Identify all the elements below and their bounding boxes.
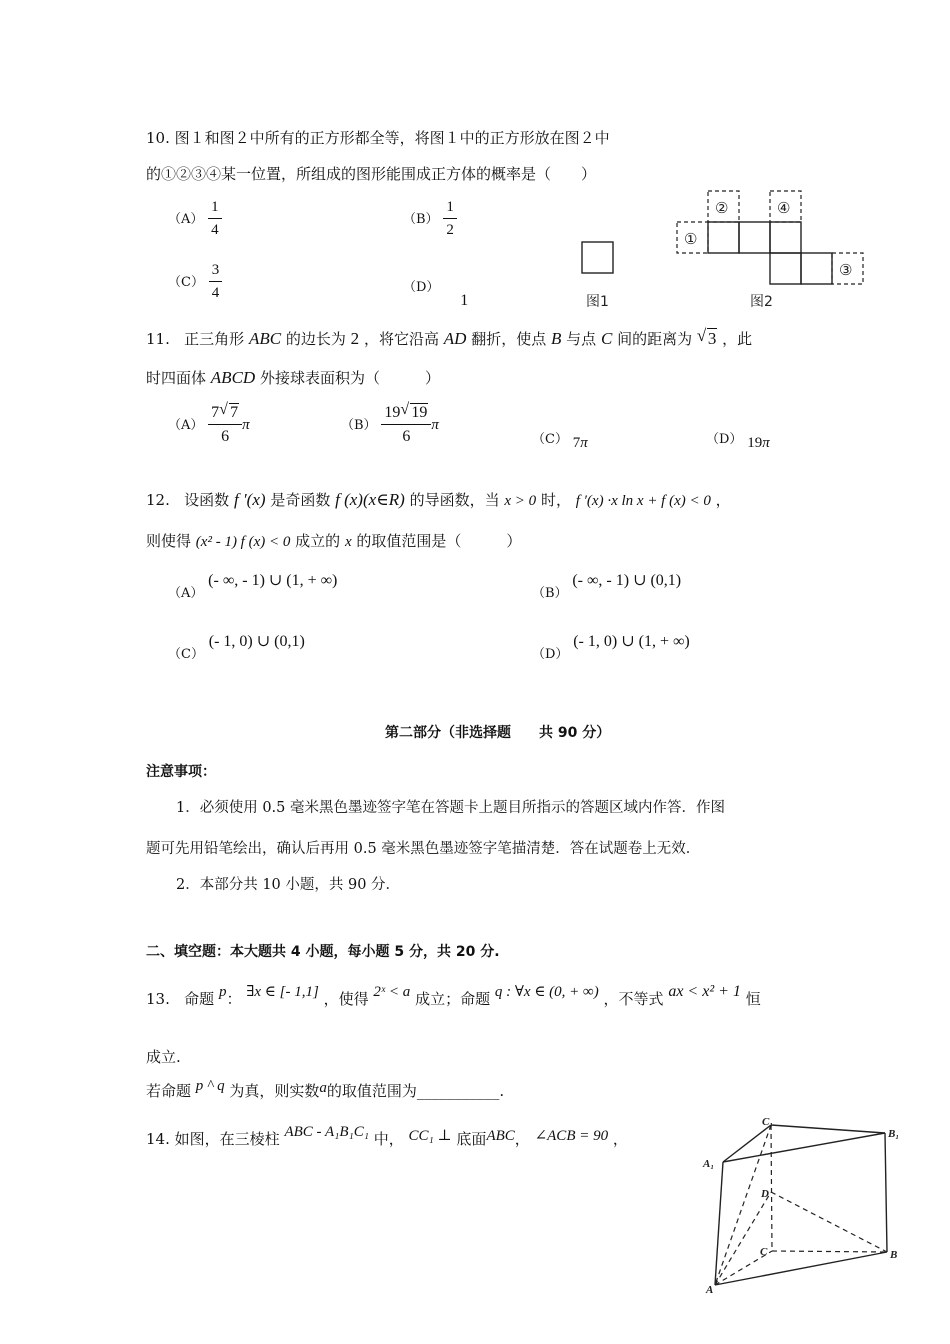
slot-1-label: ① [684, 230, 698, 248]
question-number: 11. [146, 330, 170, 348]
slot-2-label: ② [715, 199, 729, 217]
pi: π [242, 417, 250, 433]
math-abc: ABC [486, 1128, 515, 1144]
q11-option-a [168, 401, 250, 445]
option-label: （C） [532, 432, 568, 447]
text: 的边长为 [285, 330, 346, 348]
math-abcd: ABCD [210, 368, 256, 387]
q14-line1 [146, 1124, 628, 1149]
option-label: （B） [341, 418, 377, 433]
pi: π [762, 435, 770, 451]
q10-line2: 的①②③④某一位置，所组成的图形能围成正方体的概率是（ ） [146, 165, 597, 183]
notice-item-1a: 1．必须使用 0.5 毫米黑色墨迹签字笔在答题卡上题目所指示的答题区域内作答．作图 [176, 800, 726, 816]
text: 若命题 [146, 1082, 192, 1100]
text: 中， [373, 1130, 404, 1148]
text: 与点 [566, 330, 597, 348]
q12-option-a [168, 572, 338, 602]
text: 恒 [745, 990, 761, 1008]
fig1-square [582, 242, 613, 273]
math-p: p [218, 984, 227, 1000]
vertex-d: D [761, 1188, 769, 1200]
q10-option-a [168, 200, 222, 238]
option-value: (- ∞, - 1) ∪ (0,1) [572, 572, 682, 589]
math-ad: AD [443, 329, 467, 348]
math-two: 2 [350, 329, 360, 348]
option-label: （A） [168, 586, 204, 601]
q13-line2: 成立. [146, 1048, 181, 1066]
math-inequality-2: ax < x² + 1 [668, 983, 741, 1000]
math-b: B [550, 329, 562, 348]
option-value: 1 [460, 292, 469, 309]
fraction: 19 √ 19 6 [381, 405, 431, 445]
q11-option-d [706, 428, 770, 451]
option-label: （A） [168, 418, 204, 433]
q10-option-b [403, 200, 457, 238]
option-label: （B） [403, 212, 439, 227]
text: ， [715, 491, 731, 509]
slot-3-label: ③ [839, 261, 853, 279]
text: 为真，则实数 [229, 1082, 320, 1100]
math-exists: ∃x ∈ [- 1,1] [246, 984, 319, 1000]
part2-title: 第二部分（非选择题 共 90 分） [385, 725, 611, 741]
math-condition: x > 0 [504, 493, 537, 509]
text: 则使得 [146, 532, 192, 550]
text: ，将它沿高 [363, 330, 439, 348]
notice-item-2: 2．本部分共 10 小题，共 90 分． [176, 877, 401, 893]
vertex-a: A [706, 1284, 714, 1296]
q11-line1 [146, 328, 752, 349]
text: 翻折，使点 [471, 330, 547, 348]
math-inequality-1: 2ˣ < a [373, 984, 411, 1000]
text: 是奇函数 [270, 491, 331, 509]
q11-option-c [532, 428, 588, 451]
text: ， [514, 1130, 530, 1148]
pi: π [431, 417, 439, 433]
option-label: （C） [168, 647, 204, 662]
q10-line1: 10. 图１和图２中所有的正方形都全等，将图１中的正方形放在图２中 [146, 129, 610, 147]
text: ，此 [722, 330, 753, 348]
fig2-caption: 图2 [750, 294, 773, 310]
question-number: 14. [146, 1130, 170, 1148]
text: 外接球表面积为（ ） [259, 369, 440, 387]
math-angle: ∠ACB = 90 [534, 1128, 609, 1144]
math-c: C [600, 329, 613, 348]
q11-option-b [341, 401, 439, 445]
q12-line1 [146, 489, 731, 510]
q12-option-d [532, 633, 690, 663]
math-fprime: f ′(x) [233, 490, 266, 509]
fraction: $\frac{1}{2}$ [443, 200, 457, 238]
math-p-and-q: p ^ q [195, 1078, 225, 1094]
fraction: $\frac{3}{4}$ [209, 263, 223, 301]
math-expression: (x² - 1) f (x) < 0 [195, 534, 291, 550]
q11-line2 [146, 367, 440, 388]
option-value: (- 1, 0) ∪ (0,1) [208, 633, 305, 650]
q12-option-c [168, 633, 305, 663]
q14-prism-figure [700, 1115, 910, 1305]
math-fx: f (x)(x∈R) [335, 490, 405, 509]
fig2-solid-squares [708, 222, 832, 284]
option-value: (- 1, 0) ∪ (1, + ∞) [573, 633, 690, 650]
q13-line1 [146, 983, 761, 1009]
fraction: $\frac{1}{4}$ [208, 200, 222, 238]
option-label: （D） [403, 280, 440, 295]
option-label: （D） [706, 432, 743, 447]
text: 的取值范围为___________. [326, 1082, 505, 1100]
q13-line3 [146, 1080, 504, 1101]
option-value: 19 [747, 435, 763, 451]
option-value: (- ∞, - 1) ∪ (1, + ∞) [208, 572, 338, 589]
text: 底面 [456, 1130, 487, 1148]
text: ，使得 [323, 990, 369, 1008]
text: 正三角形 [184, 330, 245, 348]
slot-4-label: ④ [777, 199, 791, 217]
option-label: （A） [168, 212, 204, 227]
math-q: q : ∀x ∈ (0, + ∞) [494, 984, 599, 1000]
q10-option-c [168, 263, 222, 301]
text: 成立；命题 [415, 990, 491, 1008]
vertex-c: C [760, 1246, 768, 1258]
notice-title: 注意事项： [146, 764, 216, 780]
option-value: 7 [572, 435, 581, 451]
math-cc1: CC₁ ⊥ [408, 1128, 452, 1144]
math-prism: ABC - A₁B₁C₁ [284, 1124, 369, 1140]
math-x: x [344, 534, 352, 550]
text: 时四面体 [146, 369, 207, 387]
math-abc: ABC [248, 329, 282, 348]
text: 时， [540, 491, 571, 509]
option-label: （B） [532, 586, 568, 601]
vertex-c1: C₁ [762, 1116, 774, 1128]
text: ，不等式 [603, 990, 664, 1008]
pi: π [580, 435, 588, 451]
fraction: 7 √ 7 6 [208, 405, 242, 445]
q10-option-d [403, 276, 469, 309]
option-label: （C） [168, 275, 204, 290]
q10-figure [570, 182, 870, 312]
question-number: 13. [146, 990, 170, 1008]
option-label: （D） [532, 647, 569, 662]
text: 的导函数，当 [409, 491, 500, 509]
prism-solid-edges [715, 1125, 887, 1285]
vertex-b: B [890, 1249, 898, 1261]
text: 的取值范围是（ ） [356, 532, 522, 550]
q12-option-b [532, 572, 682, 602]
vertex-a1: A₁ [703, 1158, 715, 1170]
math-inequality: f ′(x) ·x ln x + f (x) < 0 [575, 493, 711, 509]
math-a: a [319, 1080, 327, 1096]
text: 成立的 [295, 532, 341, 550]
notice-item-1b: 题可先用铅笔绘出，确认后再用 0.5 毫米黑色墨迹签字笔描清楚．答在试题卷上无效． [146, 841, 701, 857]
math-sqrt3: √ 3 [696, 326, 717, 348]
text: 命题 [184, 990, 215, 1008]
vertex-b1: B₁ [888, 1128, 900, 1140]
text: ： [226, 990, 242, 1008]
text: 设函数 [184, 491, 230, 509]
text: 如图，在三棱柱 [174, 1130, 280, 1148]
question-number: 12. [146, 491, 170, 509]
section2-title: 二、填空题：本大题共 4 小题，每小题 5 分，共 20 分. [146, 944, 500, 960]
text: ， [612, 1130, 628, 1148]
text: 间的距离为 [617, 330, 693, 348]
q12-line2 [146, 530, 521, 551]
fig1-caption: 图1 [586, 294, 609, 310]
